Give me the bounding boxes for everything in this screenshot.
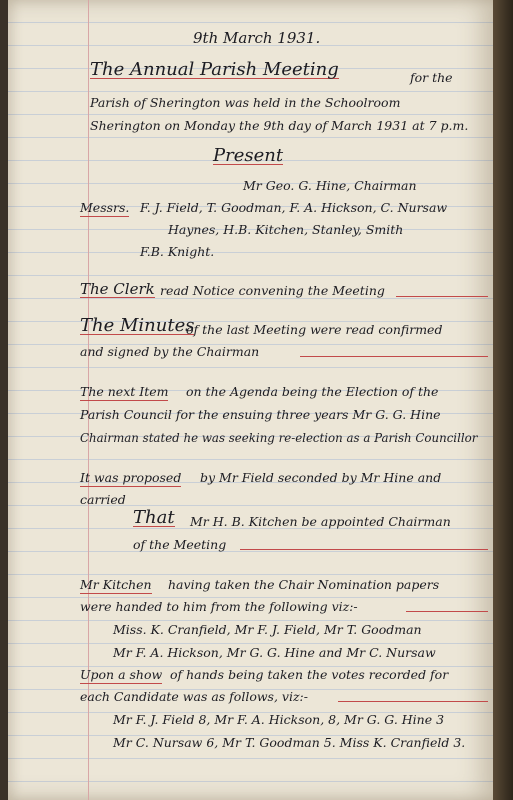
intro-line-1: for the xyxy=(410,70,453,85)
ledger-page xyxy=(8,0,500,800)
present-heading: Present xyxy=(213,145,284,166)
minutes-lead: The Minutes xyxy=(80,315,195,336)
votes-line-1: Mr F. J. Field 8, Mr F. A. Hickson, 8, Mr G. G. Hine 3 xyxy=(113,712,445,727)
proposed-rest: by Mr Field seconded by Mr Hine and xyxy=(200,470,442,485)
meeting-title: The Annual Parish Meeting xyxy=(90,59,339,80)
that-lead: That xyxy=(133,507,175,528)
that-fill-rule xyxy=(240,549,488,550)
show-rest: of hands being taken the votes recorded for xyxy=(170,667,449,682)
next-item-lead: The next Item xyxy=(80,384,169,399)
clerk-fill-rule xyxy=(396,296,488,297)
next-item-line-3: Chairman stated he was seeking re-election as a Parish Councillor xyxy=(80,431,478,445)
minutes-rest: of the last Meeting were read confirmed xyxy=(186,322,443,337)
nominees-line-2: Mr F. A. Hickson, Mr G. G. Hine and Mr C. Nursaw xyxy=(113,645,436,660)
next-item-rest: on the Agenda being the Election of the xyxy=(186,384,439,399)
intro-line-2: Parish of Sherington was held in the Schoolroom xyxy=(90,95,401,110)
chairman-line: Mr Geo. G. Hine, Chairman xyxy=(243,178,417,193)
minutes-line-2: and signed by the Chairman xyxy=(80,344,260,359)
that-line-2: of the Meeting xyxy=(133,537,227,552)
clerk-lead: The Clerk xyxy=(80,280,155,298)
proposed-line-2: carried xyxy=(80,492,126,507)
present-names-2: Haynes, H.B. Kitchen, Stanley, Smith xyxy=(168,222,404,237)
clerk-rest: read Notice convening the Meeting xyxy=(160,283,385,298)
show-line-2: each Candidate was as follows, viz:- xyxy=(80,689,308,704)
kitchen-rest: having taken the Chair Nomination papers xyxy=(168,577,440,592)
kitchen-lead: Mr Kitchen xyxy=(80,577,152,592)
present-names-1: F. J. Field, T. Goodman, F. A. Hickson, C. Nursaw xyxy=(140,200,448,215)
entry-date: 9th March 1931. xyxy=(193,29,321,47)
votes-line-2: Mr C. Nursaw 6, Mr T. Goodman 5. Miss K. Cranfield 3. xyxy=(113,735,466,750)
show-lead: Upon a show xyxy=(80,667,163,682)
next-item-line-2: Parish Council for the ensuing three years Mr G. G. Hine xyxy=(80,407,441,422)
intro-line-3: Sherington on Monday the 9th day of March 1931 at 7 p.m. xyxy=(90,118,469,133)
book-spine xyxy=(493,0,513,800)
kitchen-fill-rule xyxy=(406,611,488,612)
present-names-3: F.B. Knight. xyxy=(140,244,215,259)
show-fill-rule xyxy=(338,701,488,702)
that-rest: Mr H. B. Kitchen be appointed Chairman xyxy=(190,514,451,529)
proposed-lead: It was proposed xyxy=(80,470,182,485)
minutes-fill-rule xyxy=(300,356,488,357)
nominees-line-1: Miss. K. Cranfield, Mr F. J. Field, Mr T. Goodman xyxy=(113,622,422,637)
messrs-label: Messrs. xyxy=(80,200,130,215)
kitchen-line-2: were handed to him from the following viz:- xyxy=(80,599,358,614)
